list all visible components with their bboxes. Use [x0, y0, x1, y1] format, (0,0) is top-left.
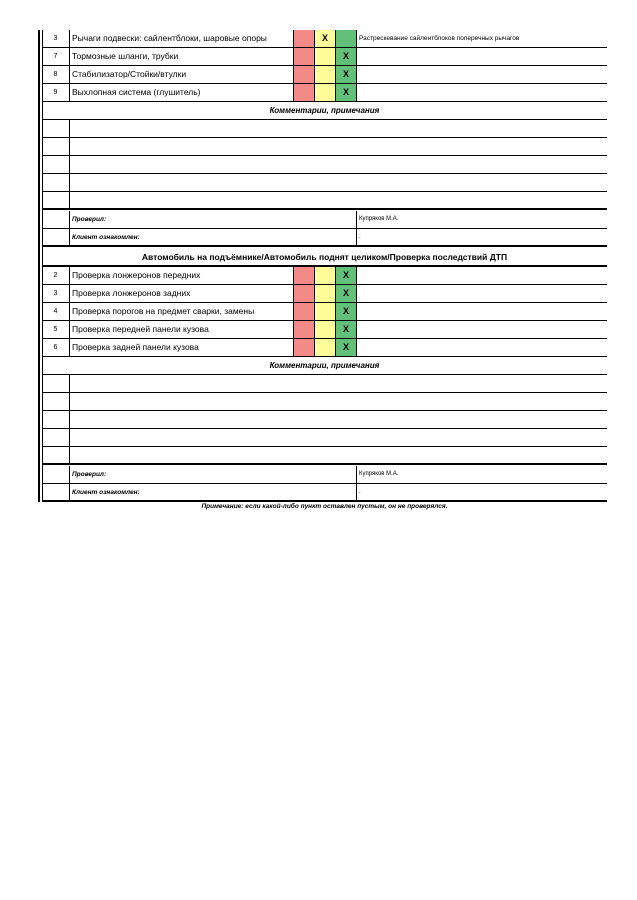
- table-row: [42, 66, 607, 84]
- status-green-cell: X: [335, 339, 356, 356]
- row-number: 6: [53, 344, 58, 351]
- row-label: Проверка порогов на предмет сварки, замены: [69, 303, 293, 320]
- row-note: Растрескевание сайлентблоков поперечных рычагов: [356, 30, 607, 47]
- status-red-cell: [293, 285, 314, 302]
- client-ack-value: .: [356, 229, 607, 245]
- row-number: 3: [53, 35, 58, 42]
- status-yellow-cell: [314, 303, 335, 320]
- row-note: [356, 321, 607, 338]
- checked-by-value: Купряков М.А.: [356, 211, 607, 228]
- row-note: [356, 303, 607, 320]
- row-label: Проверка задней панели кузова: [69, 339, 293, 356]
- checked-by-label: Проверил:: [69, 211, 356, 228]
- row-label: Проверка лонжеронов передних: [69, 267, 293, 284]
- status-red-cell: [293, 84, 314, 101]
- status-yellow-cell: [314, 48, 335, 65]
- status-green-cell: X: [335, 267, 356, 284]
- table-row: [42, 84, 607, 102]
- table-row: [42, 321, 607, 339]
- row-note: [356, 48, 607, 65]
- footnote: Примечание: если какой-либо пункт оставлен пустым, он не проверялся.: [201, 503, 448, 510]
- comments-title: Комментарии, примечания: [42, 102, 607, 120]
- comments-title: Комментарии, примечания: [42, 357, 607, 375]
- comment-row[interactable]: [42, 138, 607, 156]
- section-heading: Автомобиль на подъёмнике/Автомобиль поднят целиком/Проверка последствий ДТП: [42, 248, 607, 267]
- status-red-cell: [293, 339, 314, 356]
- table-row: [42, 267, 607, 285]
- status-green-cell: X: [335, 321, 356, 338]
- status-red-cell: [293, 48, 314, 65]
- status-yellow-cell: [314, 84, 335, 101]
- row-note: [356, 84, 607, 101]
- status-green-cell: X: [335, 303, 356, 320]
- status-green-cell: X: [335, 285, 356, 302]
- comment-row[interactable]: [42, 120, 607, 138]
- comment-row[interactable]: [42, 393, 607, 411]
- row-note: [356, 285, 607, 302]
- row-label: Рычаги подвески: сайлентблоки, шаровые опоры: [69, 30, 293, 47]
- comment-row[interactable]: [42, 375, 607, 393]
- status-yellow-cell: [314, 66, 335, 83]
- row-number: 8: [53, 71, 58, 78]
- checked-by-row: [42, 211, 607, 229]
- status-green-cell: X: [335, 84, 356, 101]
- checked-by-value: Купряков М.А.: [356, 466, 607, 483]
- row-number: 4: [53, 308, 58, 315]
- table-row: [42, 303, 607, 321]
- status-red-cell: [293, 303, 314, 320]
- checked-by-label: Проверил:: [69, 466, 356, 483]
- row-note: [356, 339, 607, 356]
- row-label: Проверка передней панели кузова: [69, 321, 293, 338]
- comment-row[interactable]: [42, 411, 607, 429]
- table-row: [42, 30, 607, 48]
- row-label: Стабилизатор/Стойки/втулки: [69, 66, 293, 83]
- status-yellow-cell: [314, 339, 335, 356]
- row-note: [356, 267, 607, 284]
- client-ack-value: .: [356, 484, 607, 500]
- row-number: 3: [53, 290, 58, 297]
- status-yellow-cell: [314, 267, 335, 284]
- status-green-cell: X: [335, 48, 356, 65]
- checked-by-row: [42, 466, 607, 484]
- status-red-cell: [293, 30, 314, 47]
- comment-row[interactable]: [42, 192, 607, 210]
- comment-row[interactable]: [42, 447, 607, 465]
- client-ack-label: Клиент ознакомлен:: [69, 229, 356, 245]
- comment-row[interactable]: [42, 429, 607, 447]
- left-border: [38, 30, 40, 502]
- status-red-cell: [293, 267, 314, 284]
- status-yellow-cell: X: [314, 30, 335, 47]
- comment-row[interactable]: [42, 174, 607, 192]
- row-label: Проверка лонжеронов задних: [69, 285, 293, 302]
- row-label: Выхлопная система (глушитель): [69, 84, 293, 101]
- client-ack-row: [42, 484, 607, 502]
- status-yellow-cell: [314, 321, 335, 338]
- row-label: Тормозные шланги, трубки: [69, 48, 293, 65]
- status-red-cell: [293, 321, 314, 338]
- table-row: [42, 339, 607, 357]
- row-number: 7: [53, 53, 58, 60]
- status-green-cell: X: [335, 66, 356, 83]
- comment-row[interactable]: [42, 156, 607, 174]
- row-number: 2: [53, 272, 58, 279]
- status-green-cell: [335, 30, 356, 47]
- table-row: [42, 48, 607, 66]
- client-ack-row: [42, 229, 607, 247]
- status-yellow-cell: [314, 285, 335, 302]
- row-number: 5: [53, 326, 58, 333]
- status-red-cell: [293, 66, 314, 83]
- client-ack-label: Клиент ознакомлен:: [69, 484, 356, 500]
- row-number: 9: [53, 89, 58, 96]
- table-row: [42, 285, 607, 303]
- row-note: [356, 66, 607, 83]
